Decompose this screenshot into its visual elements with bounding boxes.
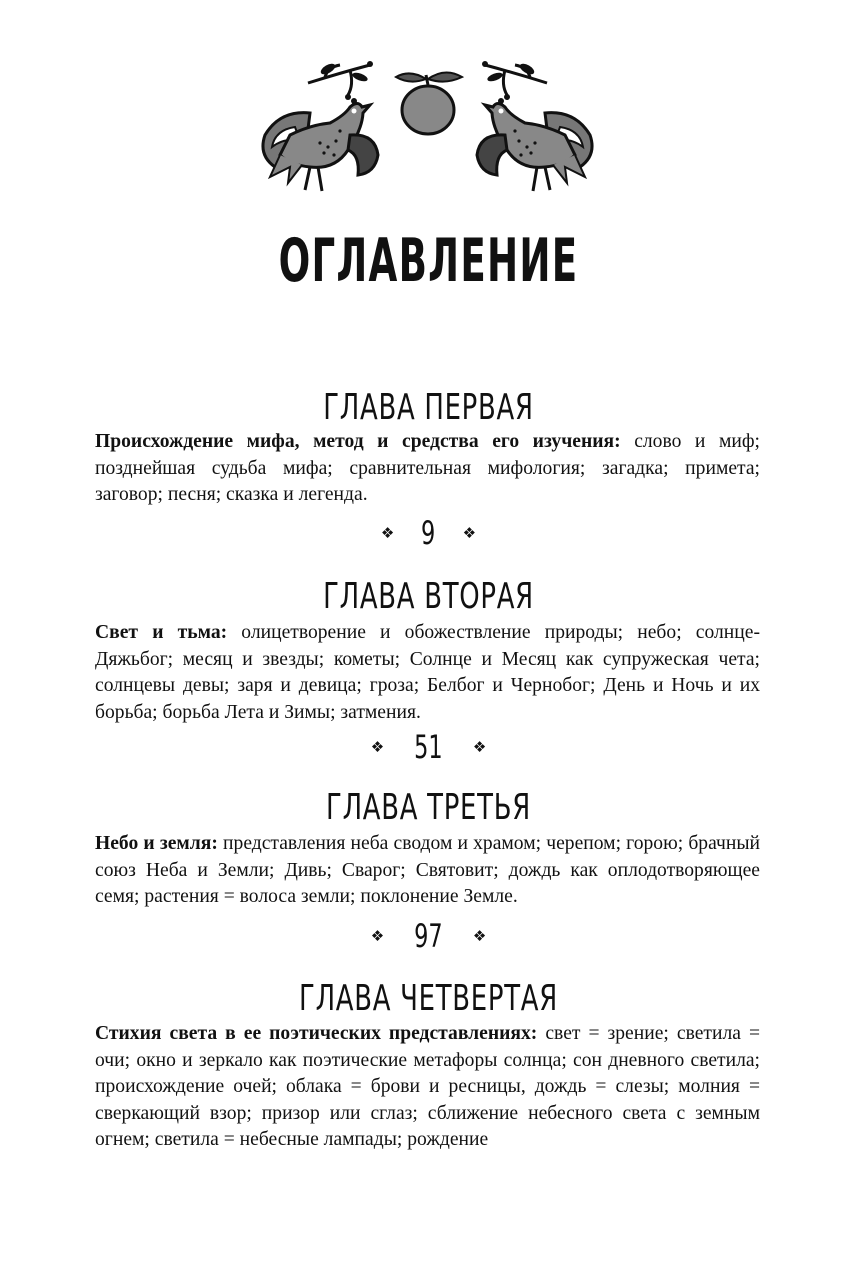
- chapter-3-text: представления неба сводом и храмом; черепом; горою; брачный союз Неба и Земли; Дивь; Сварог; Святовит; дождь как оплодотворяющее семя; растения = волоса земли; поклонение Земле.: [95, 833, 760, 907]
- chapter-1-page-number[interactable]: 9: [421, 513, 436, 552]
- chapter-3-page-number[interactable]: 97: [414, 916, 443, 955]
- chapter-1-lead: Происхождение мифа, метод и средства его изучения:: [95, 431, 621, 452]
- separator-diamond-icon: ❖: [472, 926, 487, 945]
- separator-diamond-icon: ❖: [370, 926, 385, 945]
- chapter-1-page-row: [0, 514, 857, 551]
- chapter-4-lead: Стихия света в ее поэтических представлениях:: [95, 1023, 538, 1044]
- left-bird-icon: [263, 98, 378, 191]
- chapter-2-page-number[interactable]: 51: [414, 727, 443, 766]
- separator-diamond-icon: ❖: [472, 737, 487, 756]
- chapter-2-description: [95, 620, 760, 726]
- right-bird-icon: [477, 98, 592, 191]
- apple-icon: [396, 72, 462, 134]
- birds-and-apple-ornament: [250, 55, 605, 205]
- chapter-3-description: [95, 831, 760, 911]
- chapter-4-text: свет = зрение; светила = очи; окно и зеркало как поэтические метафоры солнца; сон дневного светила; происхождение очей; облака = брови и ресницы, дождь = слезы; молния = сверкающий взор; призор или сглаз; сближение небесного света с земным огнем; светила = небесные лампады; рождение: [95, 1023, 760, 1150]
- separator-diamond-icon: ❖: [462, 523, 477, 542]
- chapter-1-description: [95, 429, 760, 509]
- chapter-4-title: ГЛАВА ЧЕТВЕРТАЯ: [299, 978, 558, 1019]
- chapter-3-page-row: [0, 917, 857, 954]
- chapter-4-description: [95, 1021, 760, 1154]
- chapter-2-page-row: [0, 728, 857, 765]
- chapter-2-lead: Свет и тьма:: [95, 622, 228, 643]
- chapter-1-text: слово и миф; позднейшая судьба мифа; сравнительная мифология; загадка; примета; заговор; песня; сказка и легенда.: [95, 431, 760, 505]
- chapter-2-title: ГЛАВА ВТОРАЯ: [323, 576, 534, 617]
- chapter-2-text: олицетворение и обожествление природы; небо; солнце-Дяжьбог; месяц и звезды; кометы; Солнце и Месяц как супружеская чета; солнцевы девы; заря и девица; гроза; Белбог и Чернобог; День и Ночь и их борьба; борьба Лета и Зимы; затмения.: [95, 622, 760, 723]
- separator-diamond-icon: ❖: [370, 737, 385, 756]
- chapter-3-title: ГЛАВА ТРЕТЬЯ: [326, 787, 531, 828]
- page-title: ОГЛАВЛЕНИЕ: [278, 226, 579, 296]
- chapter-1-title: ГЛАВА ПЕРВАЯ: [323, 387, 534, 428]
- separator-diamond-icon: ❖: [380, 523, 395, 542]
- chapter-3-lead: Небо и земля:: [95, 833, 218, 854]
